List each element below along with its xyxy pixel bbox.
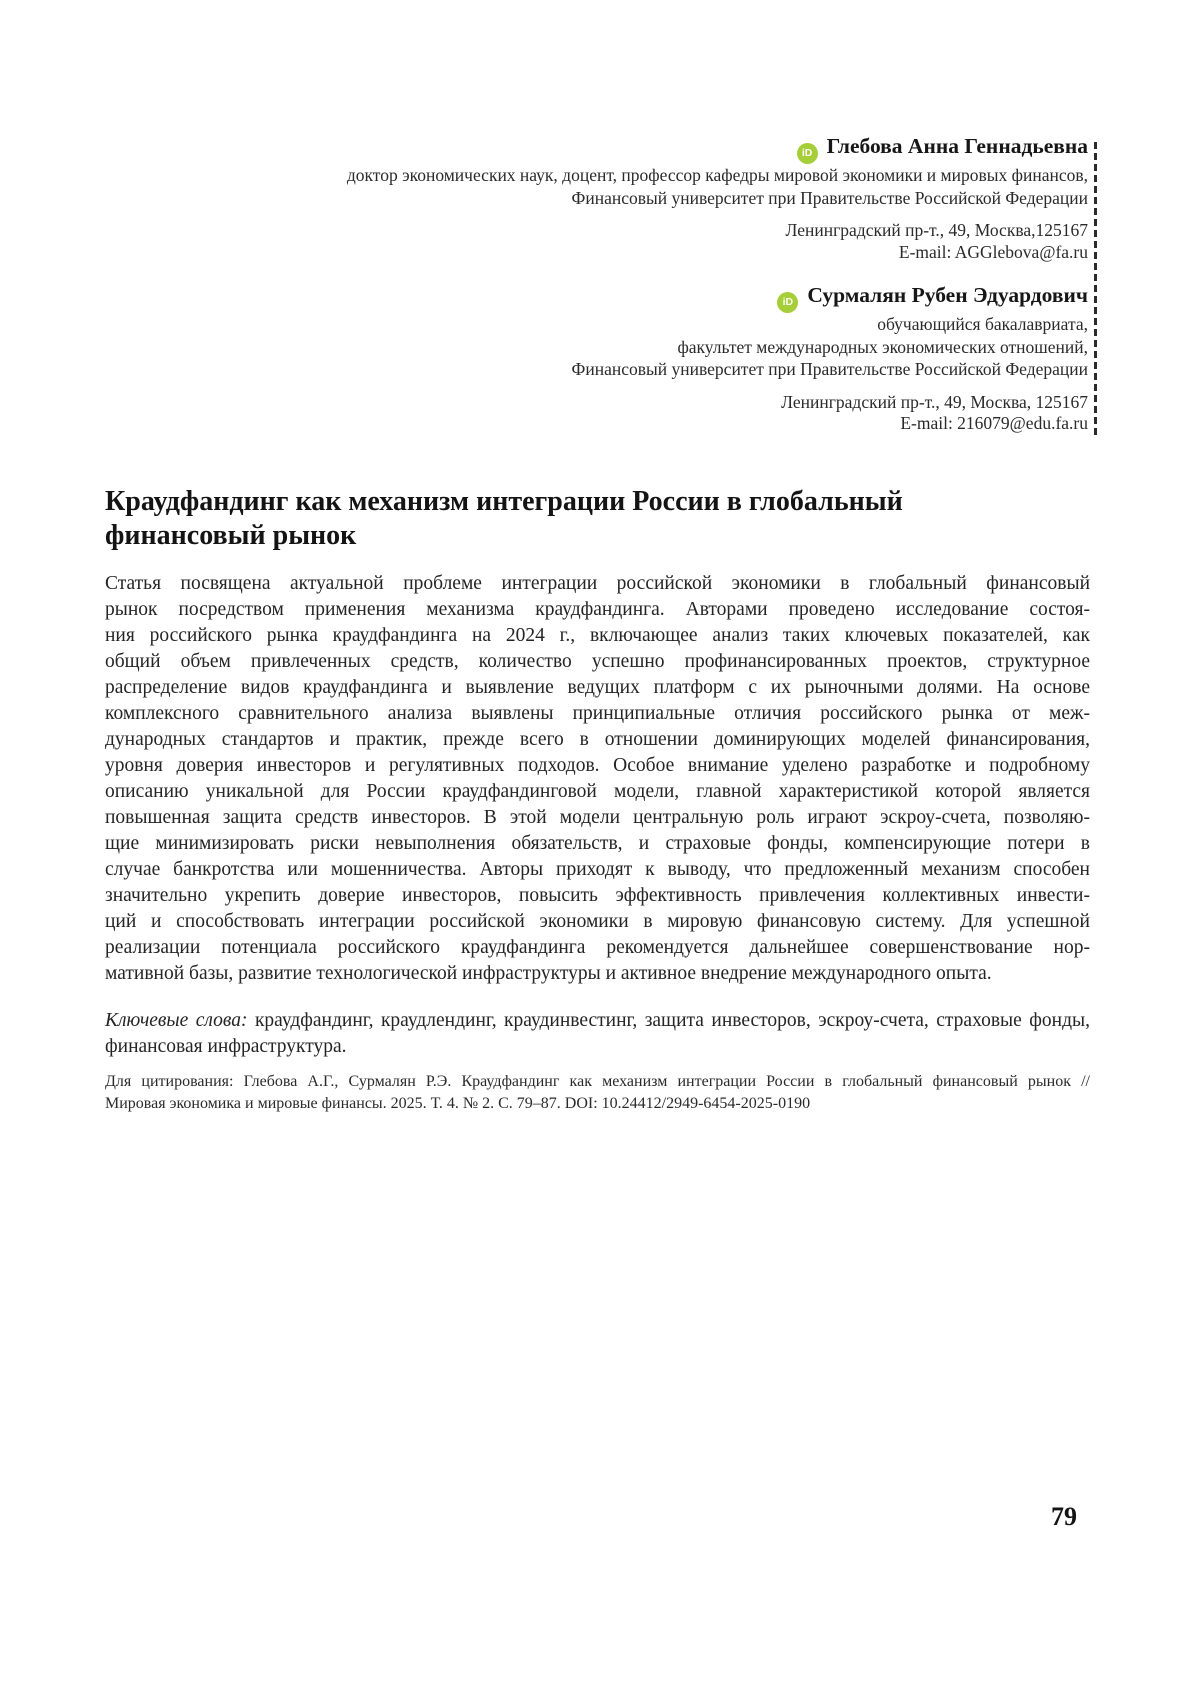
author-1-affiliation-line: доктор экономических наук, доцент, профессор кафедры мировой экономики и мировых финансов, [346, 165, 1088, 185]
abstract-line: реализации потенциала российского краудфандинга рекомендуется дальнейшее совершенствование нор- [105, 937, 1090, 958]
author-2-name-row [158, 282, 1088, 313]
author-1-affiliation-line: Финансовый университет при Правительстве Российской Федерации [571, 187, 1088, 208]
keywords-line: финансовая инфраструктура. [105, 1036, 347, 1057]
author-2-affiliation-line: обучающийся бакалавриата, [877, 314, 1088, 334]
abstract-line: мативной базы, развитие технологической инфраструктуры и активное внедрение международного опыта. [105, 963, 992, 984]
article-title-line: Краудфандинг как механизм интеграции России в глобальный [105, 486, 903, 517]
author-1-name: Глебова Анна Геннадьевна [826, 134, 1088, 158]
abstract-line: значительно укрепить доверие инвесторов, повысить эффективность привлечения коллективных инвести- [105, 885, 1090, 906]
author-2-contacts [158, 392, 1088, 435]
article-title [105, 485, 1095, 553]
abstract-line: ния российского рынка краудфандинга на 2024 г., включающее анализ таких ключевых показателей, как [105, 625, 1090, 646]
author-1-email: E-mail: AGGlebova@fa.ru [898, 241, 1088, 262]
keywords-label: Ключевые слова: [105, 1010, 248, 1031]
abstract-line: Статья посвящена актуальной проблеме интеграции российской экономики в глобальный финансовый [105, 573, 1090, 594]
abstract-line: ций и способствовать интеграции российской экономики в мировую финансовую систему. Для успешной [105, 911, 1090, 932]
abstract-line: комплексного сравнительного анализа выявлены принципиальные отличия российского рынка от меж- [105, 703, 1090, 724]
abstract-line: распределение видов краудфандинга и выявление ведущих платформ с их рыночными долями. На основе [105, 677, 1090, 698]
citation [105, 1071, 1090, 1115]
author-2 [158, 282, 1088, 435]
abstract-line: повышенная защита средств инвесторов. В этой модели центральную роль играют эскроу-счета, позволяю- [105, 807, 1090, 828]
author-2-affiliation [158, 313, 1088, 381]
abstract-line: описанию уникальной для России краудфандинговой модели, главной характеристикой которой является [105, 781, 1090, 802]
author-1-address: Ленинградский пр-т., 49, Москва,125167 [785, 220, 1088, 240]
author-2-affiliation-line: Финансовый университет при Правительстве Российской Федерации [571, 359, 1088, 379]
author-2-address: Ленинградский пр-т., 49, Москва, 125167 [781, 391, 1088, 412]
abstract-line: щие минимизировать риски невыполнения обязательств, и страховые фонды, компенсирующие потери в [105, 833, 1090, 854]
author-1 [158, 133, 1088, 263]
abstract-line: уровня доверия инвесторов и регулятивных подходов. Особое внимание уделено разработке и подробному [105, 755, 1090, 776]
author-1-name-row [158, 133, 1088, 164]
author-1-affiliation [158, 164, 1088, 209]
author-2-email: E-mail: 216079@edu.fa.ru [900, 413, 1088, 433]
keywords [105, 1008, 1090, 1060]
keywords-list: краудфандинг, краудлендинг, краудинвестинг, защита инвесторов, эскроу-счета, страховые фонды, [254, 1010, 1090, 1031]
article-title-line: финансовый рынок [105, 520, 357, 551]
citation-line: Мировая экономика и мировые финансы. 2025. Т. 4. № 2. С. 79–87. DOI: 10.24412/2949-6454-2025-0190 [105, 1095, 811, 1112]
keywords-line [105, 1008, 1090, 1034]
author-1-contacts [158, 220, 1088, 263]
authors-block [158, 133, 1088, 435]
authors-dashed-divider [1094, 142, 1097, 435]
abstract-line: общий объем привлеченных средств, количество успешно профинансированных проектов, структурное [105, 651, 1090, 672]
abstract-line: дународных стандартов и практик, прежде всего в отношении доминирующих моделей финансирования, [105, 729, 1090, 750]
page-number: 79 [1051, 1502, 1077, 1531]
citation-line: Для цитирования: Глебова А.Г., Сурмалян Р.Э. Краудфандинг как механизм интеграции России в глобальный финансовый рынок // [105, 1073, 1090, 1090]
abstract [105, 571, 1090, 987]
orcid-icon[interactable]: iD [797, 143, 818, 164]
author-2-affiliation-line: факультет международных экономических отношений, [677, 336, 1088, 357]
abstract-line: случае банкротства или мошенничества. Авторы приходят к выводу, что предложенный механизм способен [105, 859, 1090, 880]
author-2-name: Сурмалян Рубен Эдуардович [807, 283, 1088, 307]
orcid-icon[interactable]: iD [777, 292, 798, 313]
abstract-line: рынок посредством применения механизма краудфандинга. Авторами проведено исследование состоя- [105, 599, 1090, 620]
